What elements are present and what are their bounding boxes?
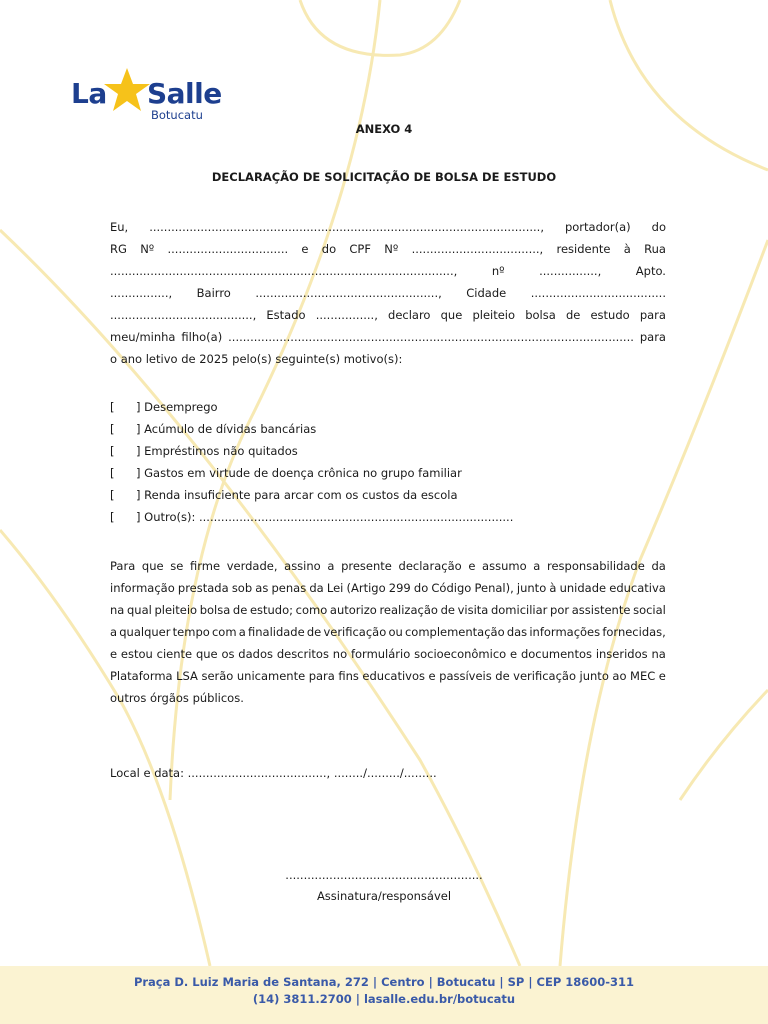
checkbox-bracket[interactable]: [ [110, 466, 115, 480]
word: ..................................., [411, 242, 544, 256]
word: tempo [172, 625, 210, 639]
word: Estado [266, 308, 306, 322]
word: do [651, 220, 666, 234]
word: qualquer [119, 625, 171, 639]
word: por [550, 603, 570, 617]
signature-line: ...................................................... [285, 868, 483, 882]
word: de [232, 603, 248, 617]
star-icon [103, 66, 151, 114]
word: à [549, 581, 557, 595]
reason-label: ] Desemprego [136, 400, 218, 414]
reason-checkbox-item[interactable] [110, 421, 316, 437]
word: meu/minha [110, 330, 176, 344]
declaration-line [110, 624, 666, 640]
word: filho(a) [181, 330, 223, 344]
checkbox-bracket[interactable]: [ [110, 422, 115, 436]
word: educativos [362, 669, 425, 683]
word: com [211, 625, 237, 639]
word: verificação [513, 669, 576, 683]
declaration-line [110, 602, 666, 618]
word: pleiteio [154, 603, 198, 617]
word: do [413, 581, 429, 595]
checkbox-bracket[interactable]: [ [110, 510, 115, 524]
reason-label: ] Acúmulo de dívidas bancárias [136, 422, 317, 436]
word: ciente [156, 647, 193, 661]
word: inseridos [595, 647, 648, 661]
word: penas [271, 581, 307, 595]
word: as [255, 581, 269, 595]
word: verificação [323, 625, 387, 639]
word: bolsa [525, 308, 556, 322]
word: unicamente [236, 669, 306, 683]
reason-checkbox-item[interactable] [110, 487, 458, 503]
word: assistente [571, 603, 631, 617]
document-title: DECLARAÇÃO DE SOLICITAÇÃO DE BOLSA DE ESTUDO [211, 170, 557, 184]
word: na [651, 647, 666, 661]
annex-title: ANEXO 4 [355, 122, 413, 136]
word: Apto. [635, 264, 666, 278]
word: MEC [630, 669, 656, 683]
word: bolsa [199, 603, 231, 617]
declaration-line [110, 646, 666, 662]
word: 299 [388, 581, 411, 595]
checkbox-bracket[interactable]: [ [110, 488, 115, 502]
footer-contact: (14) 3811.2700 | lasalle.edu.br/botucatu [252, 992, 516, 1006]
reason-label: ] Empréstimos não quitados [136, 444, 298, 458]
footer [0, 966, 768, 1024]
word: de [495, 669, 510, 683]
local-date-field: Local e data: ......................................, ......../........./......... [110, 766, 437, 780]
word: unidade [559, 581, 607, 595]
logo-city: Botucatu [151, 108, 203, 122]
reason-label: ] Outro(s): ...................................................................................... [136, 510, 514, 524]
word: realização [379, 603, 438, 617]
intro-last-line: o ano letivo de 2025 pelo(s) seguinte(s) motivo(s): [110, 352, 403, 366]
word: (Artigo [346, 581, 386, 595]
word: da [309, 581, 324, 595]
word: para [308, 669, 335, 683]
word: de [440, 603, 455, 617]
word: prestada [177, 581, 229, 595]
word: autorizo [329, 603, 377, 617]
word: na [110, 603, 125, 617]
word: assino [284, 559, 321, 573]
word: Nº [140, 242, 155, 256]
word: ............................................................................................................... [228, 330, 634, 344]
reason-checkbox-item[interactable] [110, 465, 462, 481]
reason-checkbox-item[interactable] [110, 509, 513, 525]
word: fornecidas, [602, 625, 666, 639]
word: informação [110, 581, 175, 595]
word: .................................................., [255, 286, 442, 300]
word: Código [431, 581, 472, 595]
intro-line [110, 263, 666, 279]
word: socioeconômico [414, 647, 507, 661]
word: educativa [609, 581, 666, 595]
word: dados [238, 647, 273, 661]
word: e [510, 647, 518, 661]
word: que [440, 308, 463, 322]
word: complementação [404, 625, 505, 639]
intro-line [110, 329, 666, 345]
word: ......................................., [110, 308, 257, 322]
word: residente [556, 242, 611, 256]
la-salle-logo [71, 64, 221, 126]
word: Penal), [474, 581, 514, 595]
intro-line [110, 285, 666, 301]
word: Lei [326, 581, 344, 595]
word: declaro [388, 308, 431, 322]
declaration-line [110, 580, 666, 596]
intro-line [110, 241, 666, 257]
word: Bairro [196, 286, 231, 300]
word: pleiteio [472, 308, 516, 322]
word: para [639, 330, 666, 344]
checkbox-bracket[interactable]: [ [110, 444, 115, 458]
word: visita [457, 603, 489, 617]
word: no [332, 647, 348, 661]
declaration-last-line: outros órgãos públicos. [110, 691, 244, 705]
word: e [428, 669, 436, 683]
word: finalidade [247, 625, 305, 639]
word: CPF [349, 242, 371, 256]
word: junto [579, 669, 609, 683]
word: a [533, 559, 541, 573]
word: e [658, 669, 666, 683]
footer-address: Praça D. Luiz Maria de Santana, 272 | Centro | Botucatu | SP | CEP 18600-311 [133, 975, 635, 989]
logo-text-la: La [71, 77, 107, 110]
intro-line [110, 219, 666, 235]
word: que [141, 559, 164, 573]
word: Para [110, 559, 136, 573]
word: ................, [315, 308, 378, 322]
word: à [623, 242, 631, 256]
word: de [306, 625, 322, 639]
logo-text-salle: Salle [147, 77, 222, 110]
word: declaração [398, 559, 462, 573]
word: firme [189, 559, 221, 573]
word: informações [529, 625, 601, 639]
reason-checkbox-item[interactable] [110, 399, 218, 415]
word: ou [388, 625, 403, 639]
word: do [321, 242, 337, 256]
word: presente [341, 559, 392, 573]
declaration-line [110, 668, 666, 684]
word: verdade, [226, 559, 278, 573]
word: Cidade [466, 286, 507, 300]
word: da [651, 559, 666, 573]
word: RG [110, 242, 127, 256]
word: sob [231, 581, 253, 595]
signature-label: Assinatura/responsável [316, 889, 452, 903]
word: qual [126, 603, 152, 617]
word: Plataforma [110, 669, 173, 683]
word: social [633, 603, 666, 617]
reason-label: ] Gastos em virtude de doença crônica no grupo familiar [136, 466, 462, 480]
word: das [506, 625, 528, 639]
word: documentos [520, 647, 592, 661]
word: como [295, 603, 328, 617]
word: passíveis [439, 669, 492, 683]
word: .............................................................................................., [110, 264, 458, 278]
word: ao [612, 669, 627, 683]
word: assumo [482, 559, 527, 573]
word: formulário [350, 647, 411, 661]
word: de [565, 308, 581, 322]
word: ................, [110, 286, 173, 300]
word: a [327, 559, 335, 573]
reason-label: ] Renda insuficiente para arcar com os custos da escola [136, 488, 458, 502]
word: ................................. [167, 242, 289, 256]
word: junto [516, 581, 547, 595]
word: que [195, 647, 218, 661]
checkbox-bracket[interactable]: [ [110, 400, 115, 414]
word: Rua [644, 242, 666, 256]
word: descritos [276, 647, 329, 661]
word: ..........................................................................................................., [149, 220, 544, 234]
word: a [238, 625, 246, 639]
word: Nº [384, 242, 399, 256]
intro-line [110, 307, 666, 323]
word: ..................................... [530, 286, 666, 300]
word: se [170, 559, 184, 573]
word: e [110, 647, 118, 661]
word: domiciliar [490, 603, 548, 617]
word: fins [338, 669, 359, 683]
word: estudo [590, 308, 630, 322]
word: serão [201, 669, 234, 683]
word: estudo; [249, 603, 294, 617]
word: os [221, 647, 235, 661]
declaration-line [110, 558, 666, 574]
word: para [639, 308, 666, 322]
word: LSA [176, 669, 198, 683]
word: estou [120, 647, 153, 661]
reason-checkbox-item[interactable] [110, 443, 298, 459]
word: a [110, 625, 118, 639]
word: portador(a) [564, 220, 631, 234]
word: responsabilidade [546, 559, 645, 573]
word: e [301, 242, 309, 256]
word: nº [491, 264, 505, 278]
word: e [468, 559, 476, 573]
word: ................, [539, 264, 602, 278]
word: Eu, [110, 220, 129, 234]
